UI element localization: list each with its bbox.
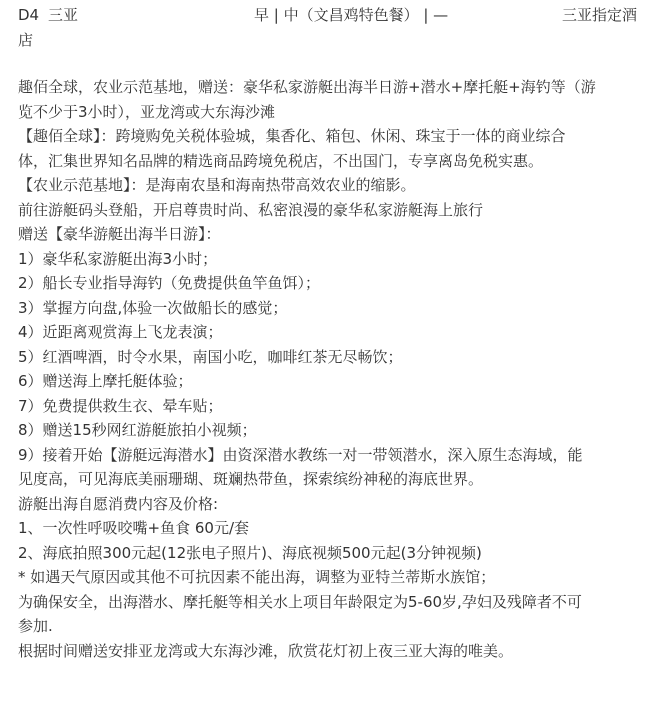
meals-label: 早 | 中（文昌鸡特色餐） | — bbox=[254, 6, 449, 24]
list-item: 1）豪华私家游艇出海3小时； bbox=[18, 249, 218, 268]
description-line: 趣佰全球，农业示范基地，赠送：豪华私家游艇出海半日游+潜水+摩托艇+海钓等（游 bbox=[18, 78, 596, 96]
hotel-label-continued: 店 bbox=[18, 31, 34, 49]
note-line: * 如遇天气原因或其他不可抗因素不能出海，调整为亚特兰蒂斯水族馆； bbox=[18, 568, 496, 586]
list-item: 6）赠送海上摩托艇体验； bbox=[18, 372, 193, 390]
list-item: 2）船长专业指导海钓（免费提供鱼竿鱼饵）； bbox=[18, 274, 321, 292]
price-item: 1、一次性呼吸咬嘴+鱼食 60元/套 bbox=[18, 519, 250, 537]
description-line: 赠送【豪华游艇出海半日游】： bbox=[18, 225, 221, 243]
list-item: 9）接着开始【游艇远海潜水】由资深潜水教练一对一带领潜水，深入原生态海域，能 bbox=[18, 445, 583, 464]
hotel-label: 三亚指定酒 bbox=[562, 6, 638, 24]
list-item: 5）红酒啤酒，时令水果，南国小吃，咖啡红茶无尽畅饮； bbox=[18, 347, 403, 366]
list-item: 3）掌握方向盘,体验一次做船长的感觉； bbox=[18, 298, 288, 317]
note-line: 为确保安全，出海潜水、摩托艇等相关水上项目年龄限定为5-60岁,孕妇及残障者不可 bbox=[18, 592, 582, 611]
city-label: 三亚 bbox=[48, 6, 79, 24]
list-item: 8）赠送15秒网红游艇旅拍小视频； bbox=[18, 421, 257, 439]
description-line: 览不少于3小时），亚龙湾或大东海沙滩 bbox=[18, 102, 276, 121]
description-line: 根据时间赠送安排亚龙湾或大东海沙滩，欣赏花灯初上夜三亚大海的唯美。 bbox=[18, 641, 514, 660]
itinerary-description bbox=[18, 75, 650, 663]
price-item: 2、海底拍照300元起(12张电子照片)、海底视频500元起(3分钟视频) bbox=[18, 543, 482, 562]
list-item: 7）免费提供救生衣、晕车贴； bbox=[18, 396, 223, 415]
note-line: 参加. bbox=[18, 617, 53, 635]
day-header bbox=[0, 0, 662, 54]
description-line: 前往游艇码头登船，开启尊贵时尚、私密浪漫的豪华私家游艇海上旅行 bbox=[18, 200, 484, 219]
description-line: 【农业示范基地】：是海南农垦和海南热带高效农业的缩影。 bbox=[18, 176, 416, 194]
day-label: D4 bbox=[18, 6, 40, 24]
description-line: 游艇出海自愿消费内容及价格: bbox=[18, 494, 219, 513]
description-line: 【趣佰全球】：跨境购免关税体验城，集香化、箱包、休闲、珠宝于一体的商业综合 bbox=[18, 127, 566, 145]
list-item: 4）近距离观赏海上飞龙表演； bbox=[18, 323, 223, 341]
list-item: 见度高，可见海底美丽珊瑚、斑斓热带鱼，探索缤纷神秘的海底世界。 bbox=[18, 470, 484, 488]
description-line: 体，汇集世界知名品牌的精选商品跨境免税店，不出国门，专享离岛免税实惠。 bbox=[18, 151, 544, 170]
